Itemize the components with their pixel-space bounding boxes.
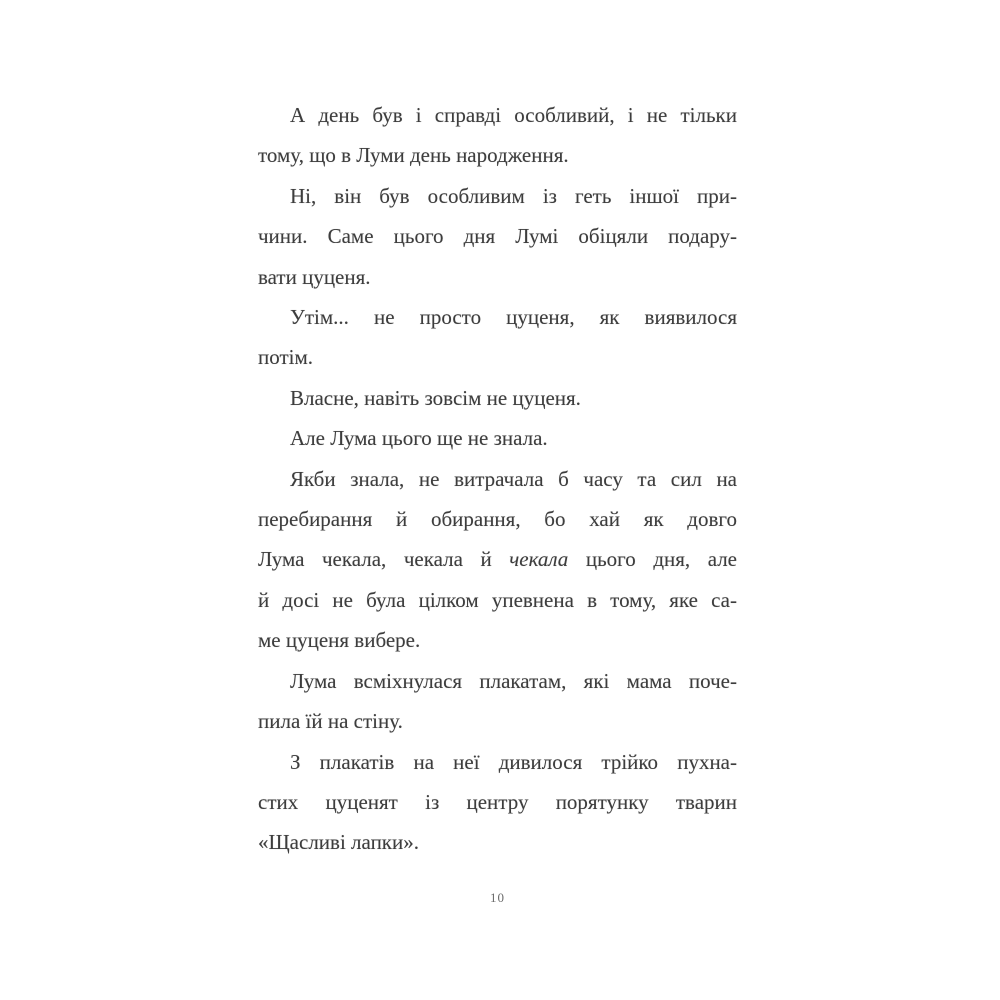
paragraph	[258, 661, 737, 742]
paragraph	[258, 95, 737, 176]
page-number: 10	[490, 890, 505, 905]
paragraph	[258, 378, 737, 418]
text-line: А день був і справді особливий, і не тільки	[290, 103, 737, 127]
text-line: перебирання й обирання, бо хай як довго	[258, 507, 737, 532]
text-line: «Щасливі лапки».	[258, 830, 419, 855]
text-line: Власне, навіть зовсім не цуценя.	[290, 385, 581, 410]
text-line: Ні, він був особливим із геть іншої при-	[290, 183, 737, 208]
paragraph	[258, 176, 737, 297]
text-line: потім.	[258, 345, 314, 370]
paragraph	[258, 742, 737, 863]
paragraph	[258, 459, 737, 661]
text-line: З плакатів на неї дивилося трійко пухна-	[290, 749, 737, 774]
text-line: чини. Саме цього дня Лумі обіцяли подару-	[258, 224, 737, 249]
paragraph	[258, 297, 737, 378]
paragraph	[258, 418, 737, 458]
text-line: тому, що в Луми день народження.	[258, 143, 569, 168]
text-line: Лума всміхнулася плакатам, які мама поче-	[290, 668, 737, 693]
text-line: Утім... не просто цуценя, як виявилося	[290, 305, 737, 330]
text-line: стих цуценят із центру порятунку тварин	[258, 789, 737, 814]
page-text	[258, 95, 737, 863]
text-line: пила їй на стіну.	[258, 709, 403, 734]
text-line: ме цуценя вибере.	[258, 628, 421, 653]
text-line: Якби знала, не витрачала б часу та сил на	[290, 466, 737, 491]
text-line: Але Лума цього ще не знала.	[290, 426, 548, 451]
text-line: й досі не була цілком упевнена в тому, яке са-	[258, 587, 737, 612]
text-line: Лума чекала, чекала й чекала цього дня, але	[258, 547, 738, 572]
text-line: вати цуценя.	[258, 264, 371, 289]
